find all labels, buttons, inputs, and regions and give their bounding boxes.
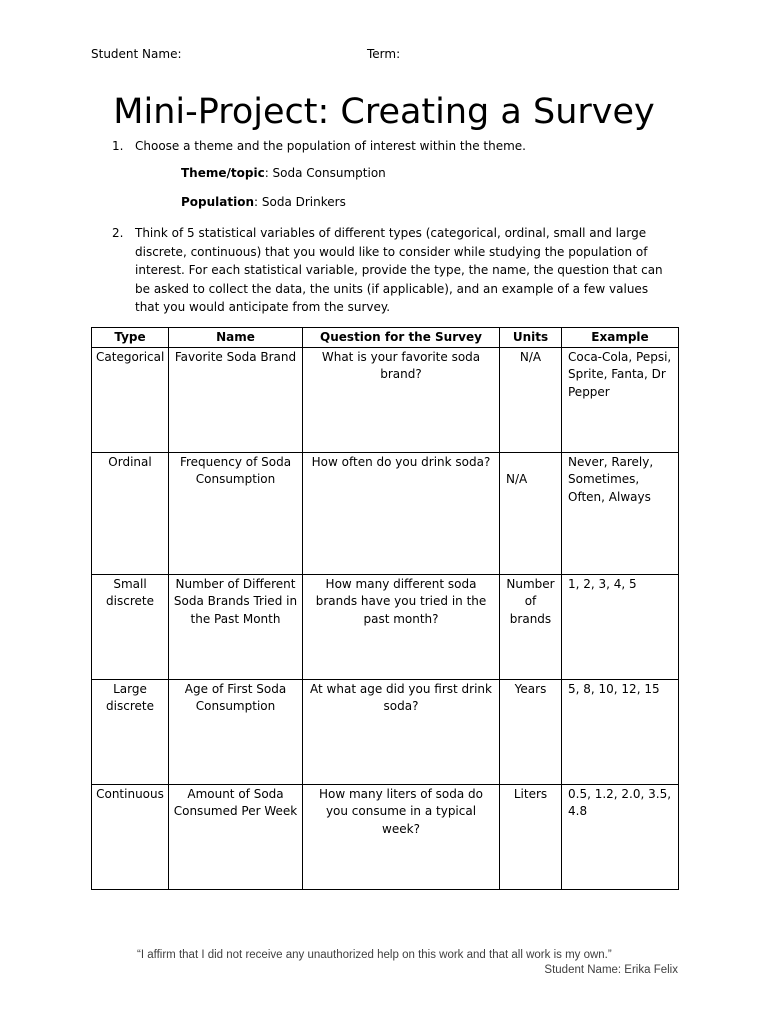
table-row [92, 347, 679, 452]
cell-name: Frequency of Soda Consumption [169, 452, 303, 574]
cell-example: 5, 8, 10, 12, 15 [562, 679, 679, 784]
cell-units: N/A [500, 347, 562, 452]
table-header-row [92, 328, 679, 348]
header-example: Example [562, 328, 679, 348]
cell-type: Continuous [92, 784, 169, 889]
cell-name: Number of Different Soda Brands Tried in the Past Month [169, 574, 303, 679]
instruction-1-text: Choose a theme and the population of interest within the theme. [135, 139, 526, 153]
survey-table [91, 327, 679, 890]
instruction-2-number: 2. [112, 226, 124, 240]
cell-type: Large discrete [92, 679, 169, 784]
student-name-label: Student Name: [91, 47, 182, 61]
cell-units: Number of brands [500, 574, 562, 679]
population-value: : Soda Drinkers [254, 195, 346, 209]
header-question: Question for the Survey [303, 328, 500, 348]
table-row [92, 784, 679, 889]
table-row [92, 679, 679, 784]
population-label: Population [181, 195, 255, 209]
cell-units: Years [500, 679, 562, 784]
cell-question: How often do you drink soda? [303, 452, 500, 574]
term-label: Term: [367, 47, 401, 61]
theme-line [181, 166, 386, 180]
table-row [92, 452, 679, 574]
cell-name: Favorite Soda Brand [169, 347, 303, 452]
cell-question: What is your favorite soda brand? [303, 347, 500, 452]
cell-example: 0.5, 1.2, 2.0, 3.5, 4.8 [562, 784, 679, 889]
cell-question: How many different soda brands have you tried in the past month? [303, 574, 500, 679]
cell-type: Categorical [92, 347, 169, 452]
cell-name: Amount of Soda Consumed Per Week [169, 784, 303, 889]
theme-label: Theme/topic [181, 166, 265, 180]
page-title: Mini-Project: Creating a Survey [113, 92, 655, 132]
header-type: Type [92, 328, 169, 348]
cell-example: Coca-Cola, Pepsi, Sprite, Fanta, Dr Pepper [562, 347, 679, 452]
header-units: Units [500, 328, 562, 348]
affirmation-statement: “I affirm that I did not receive any unauthorized help on this work and that all work is my own.” [137, 949, 612, 961]
cell-question: How many liters of soda do you consume in a typical week? [303, 784, 500, 889]
cell-type: Small discrete [92, 574, 169, 679]
cell-type: Ordinal [92, 452, 169, 574]
header-name: Name [169, 328, 303, 348]
cell-example: Never, Rarely, Sometimes, Often, Always [562, 452, 679, 574]
cell-question: At what age did you first drink soda? [303, 679, 500, 784]
table-row [92, 574, 679, 679]
instruction-1-number: 1. [112, 139, 124, 153]
cell-units: Liters [500, 784, 562, 889]
cell-name: Age of First Soda Consumption [169, 679, 303, 784]
cell-example: 1, 2, 3, 4, 5 [562, 574, 679, 679]
student-signature: Student Name: Erika Felix [544, 964, 678, 976]
instruction-2-text: Think of 5 statistical variables of different types (categorical, ordinal, small and large discrete, continuous) that you would like to consider while studying the population of interest. For each statistical variable, provide the type, the name, the question that can be asked to collect the data, the units (if applicable), and an example of a few values that you would anticipate from the survey. [135, 226, 663, 314]
cell-units: N/A [500, 452, 562, 574]
population-line [181, 195, 346, 209]
theme-value: : Soda Consumption [264, 166, 386, 180]
